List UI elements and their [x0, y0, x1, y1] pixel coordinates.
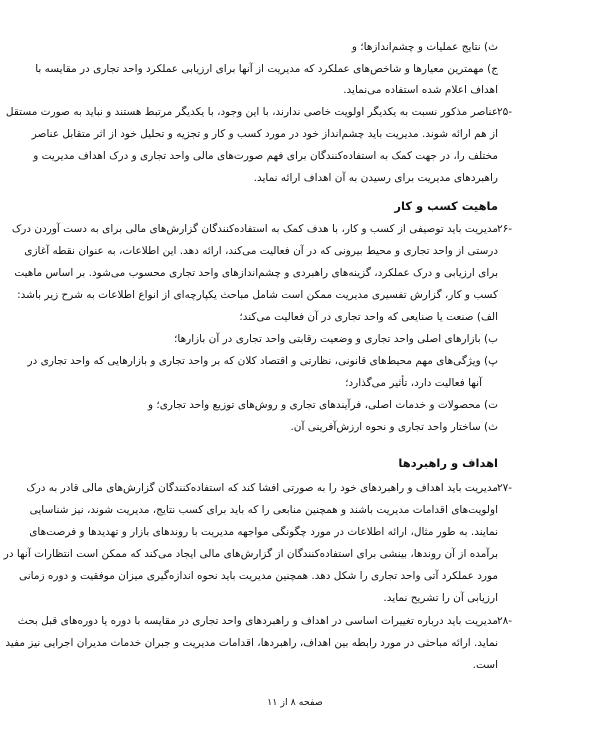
paragraph-number-28: -۲۸: [497, 615, 513, 627]
para27-line: برآمده از آن روندها، بینشی برای استفاده‌کنندگان از گزارش‌های مالی ایجاد می‌کند که ممکن است انتظارات آنها در: [3, 548, 498, 560]
paragraph-number-25: -۲۵: [497, 106, 513, 118]
para28-line: است.: [472, 659, 498, 671]
para26-line: مدیریت باید توصیفی از کسب و کار، با هدف کمک به استفاده‌کنندگان گزارش‌های مالی برای به دست آوردن درک: [11, 223, 498, 235]
paragraph-number-26: -۲۶: [497, 223, 513, 235]
para26-item: ت) محصولات و خدمات اصلی، فرآیندهای تجاری و روش‌های توزیع واحد تجاری؛ و: [147, 399, 498, 411]
section-heading-business-nature: ماهیت کسب و کار: [394, 199, 498, 213]
para27-line: اولویت‌های اقدامات مدیریت باشند و همچنین منابعی را که باید برای کسب نتایج، مدیریت شوند، نیز شناسایی: [29, 504, 498, 516]
para26-line: کسب و کار، گزارش تفسیری مدیریت ممکن است شامل مباحث یکپارچه‌ای از انواع اطلاعات به شرح زیر باشد:: [17, 289, 498, 301]
para25-line: راهبردهای مدیریت برای رسیدن به آن اهداف ارائه نماید.: [253, 172, 498, 184]
list-item-j-line2: اهداف اعلام شده استفاده می‌نماید.: [343, 84, 498, 96]
para26-item: ث) ساختار واحد تجاری و نحوه ارزش‌آفرینی آن.: [290, 421, 498, 433]
para25-line: از هم ارائه شوند. مدیریت باید چشم‌انداز خود در مورد کسب و کار و تجزیه و تحلیل خود از اثر متقابل عناصر: [31, 128, 498, 140]
para27-line: نمایند. به طور مثال، ارائه اطلاعات در مورد چگونگی مواجهه مدیریت با روندهای بازار و تهدیدها و فرصت‌های: [29, 526, 498, 538]
para27-line: مورد عملکرد آتی واحد تجاری را شکل دهد. همچنین مدیریت باید نحوه اندازه‌گیری میزان موفقیت و دوره زمانی: [18, 570, 498, 582]
para26-item: ب) بازارهای اصلی واحد تجاری و وضعیت رقابتی واحد تجاری در آن بازارها؛: [174, 333, 498, 345]
para26-item: الف) صنعت یا صنایعی که واحد تجاری در آن فعالیت می‌کند؛: [239, 311, 498, 323]
para26-item-continuation: آنها فعالیت دارد، تأثیر می‌گذارد؛: [345, 377, 482, 389]
para28-line: نماید. ارائه مباحثی در مورد رابطه بین اهداف، راهبردها، اقدامات مدیریت و جبران خدمات مدیران اجرایی نیز مفید: [5, 637, 498, 649]
paragraph-number-27: -۲۷: [497, 482, 513, 494]
section-heading-objectives-strategies: اهداف و راهبردها: [398, 456, 498, 470]
para27-line: ارزیابی آن را تشریح نماید.: [383, 592, 498, 604]
para25-line: مختلف را، در جهت کمک به استفاده‌کنندگان برای فهم صورت‌های مالی واحد تجاری و درک اهداف مدیریت و: [33, 150, 498, 162]
para26-line: درستی از واحد تجاری و محیط بیرونی که در آن فعالیت می‌کند، ارائه دهد. این اطلاعات، به عنوان نقطه آغازی: [24, 245, 498, 257]
para26-line: برای ارزیابی و درک عملکرد، گزینه‌های راهبردی و چشم‌اندازهای واحد تجاری محسوب می‌شود. بر اساس ماهیت: [14, 267, 498, 279]
para27-line: مدیریت باید اهداف و راهبردهای خود را به صورتی افشا کند که استفاده‌کنندگان گزارش‌های مالی قادر به درک: [26, 482, 498, 494]
page-footer: صفحه ۸ از ۱۱: [267, 697, 323, 708]
para28-line: مدیریت باید درباره تغییرات اساسی در اهداف و راهبردهای واحد تجاری در مقایسه با دوره یا دوره‌های قبل بحث: [17, 615, 498, 627]
list-item-th: ث) نتایج عملیات و چشم‌اندازها؛ و: [351, 41, 498, 53]
list-item-j-line1: ج) مهمترین معیارها و شاخص‌های عملکرد که مدیریت از آنها برای ارزیابی عملکرد واحد تجاری در مقایسه با: [35, 63, 498, 75]
para26-item: پ) ویژگی‌های مهم محیط‌های قانونی، نظارتی و اقتصاد کلان که بر واحد تجاری و بازارهایی که واحد تجاری در: [27, 355, 498, 367]
para25-line: عناصر مذکور نسبت به یکدیگر اولویت خاصی ندارند، با این وجود، با یکدیگر مرتبط هستند و نباید به صورت مستقل: [5, 106, 498, 118]
